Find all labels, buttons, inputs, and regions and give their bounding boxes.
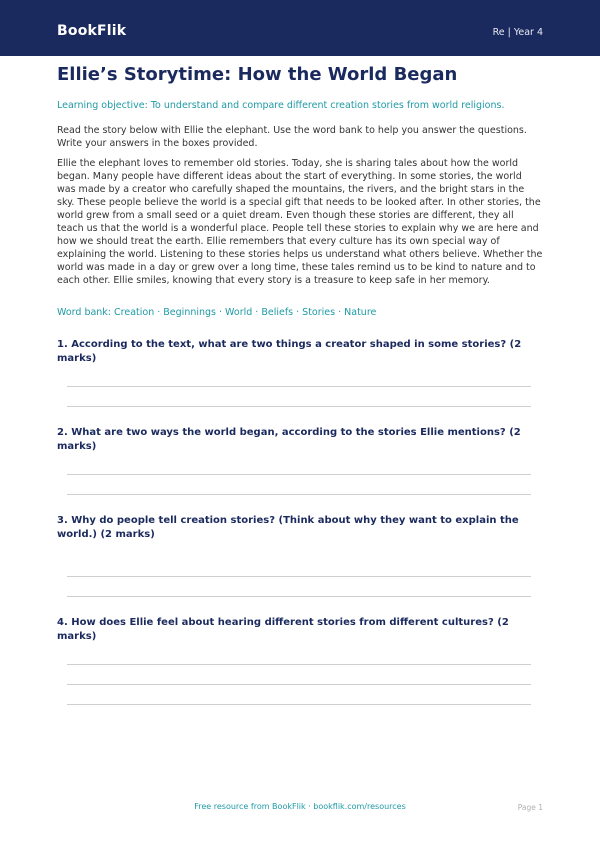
answer-line[interactable]: [67, 704, 531, 705]
learning-objective: Learning objective: To understand and compare different creation stories from world religions.: [57, 100, 505, 111]
answer-line[interactable]: [67, 684, 531, 685]
word-bank: Word bank: Creation · Beginnings · World · Beliefs · Stories · Nature: [57, 307, 377, 318]
answer-line[interactable]: [67, 576, 531, 577]
answer-line[interactable]: [67, 406, 531, 407]
answer-line[interactable]: [67, 596, 531, 597]
page-number: Page 1: [517, 803, 543, 812]
question-1: 1. According to the text, what are two things a creator shaped in some stories? (2 marks): [57, 339, 522, 364]
page-title: Ellie’s Storytime: How the World Began: [57, 64, 458, 85]
answer-line[interactable]: [67, 474, 531, 475]
brand-logo-text: BookFlik: [57, 23, 127, 39]
question-3: 3. Why do people tell creation stories? (Think about why they want to explain the world.) (2 marks): [57, 515, 519, 540]
question-2: 2. What are two ways the world began, according to the stories Ellie mentions? (2 marks): [57, 427, 521, 452]
instructions-text: Read the story below with Ellie the elephant. Use the word bank to help you answer the questions. Write your answers in the boxes provided.: [57, 125, 527, 149]
question-4: 4. How does Ellie feel about hearing different stories from different cultures? (2 marks): [57, 617, 509, 642]
subject-year-label: Re | Year 4: [492, 27, 543, 38]
page-header: [0, 0, 600, 56]
answer-line[interactable]: [67, 386, 531, 387]
answer-line[interactable]: [67, 494, 531, 495]
story-text: Ellie the elephant loves to remember old stories. Today, she is sharing tales about how the world began. Many people have different ideas about the start of everything. In some stories, the world was made by a creator who carefully shaped the mountains, the rivers, and the bright stars in the sky. These people believe the world is a special gift that needs to be looked after. In other stories, the world grew from a small seed or a quiet dream. Even though these stories are different, they all teach us that the world is a wonderful place. People tell these stories to explain why we are here and how we should treat the earth. Ellie remembers that every culture has its own special way of explaining the world. Listening to these stories helps us understand what others believe. Whether the world was made in a day or grew over a long time, these tales remind us to be kind to nature and to each other. Ellie smiles, knowing that every story is a treasure to keep safe in her memory.: [57, 158, 543, 286]
answer-line[interactable]: [67, 664, 531, 665]
footer-credit: Free resource from BookFlik · bookflik.com/resources: [194, 802, 406, 811]
